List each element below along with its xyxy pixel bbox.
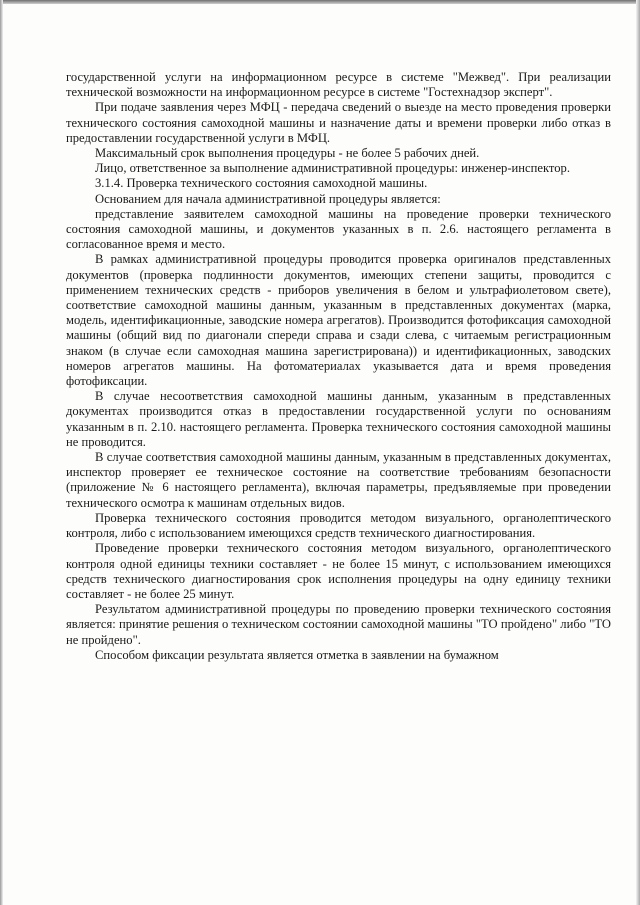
scan-edge-right — [636, 0, 640, 905]
section-heading-3-1-4: 3.1.4. Проверка технического состояния самоходной машины. — [95, 176, 428, 191]
paragraph-6: Основанием для начала административной процедуры является: — [95, 191, 441, 206]
paragraph-1: государственной услуги на информационном ресурсе в системе "Межвед". При реализации технической возможности на информационном ресурсе в системе "Гостехнадзор эксперт". — [66, 70, 611, 100]
paragraph-8: В рамках административной процедуры проводится проверка оригиналов представленных документов (проверка подлинности документов, имеющих степени защиты, проводится с применением технических средств - приборов увеличения в белом и ультрафиолетовом свете), соответствие самоходной машины данным, указанным в представленных документах (марка, модель, идентификационные, заводские номера агрегатов). Производится фотофиксация самоходной машины (общий вид по диагонали спереди справа и сзади слева, с читаемым регистрационным знаком (в случае если самоходная машина зарегистрирована)) и идентификационных, заводских номеров агрегатов машины. На фотоматериалах указывается дата и время проведения фотофиксации. — [66, 252, 611, 389]
paragraph-14: Способом фиксации результата является отметка в заявлении на бумажном — [95, 647, 499, 662]
document-body — [66, 70, 611, 663]
paragraph-2: При подаче заявления через МФЦ - передача сведений о выезде на место проведения проверки технического состояния самоходной машины и назначение даты и времени проверки либо отказ в предоставлении государственной услуги в МФЦ. — [66, 100, 611, 145]
paragraph-9: В случае несоответствия самоходной машины данным, указанным в представленных документах производится отказ в предоставлении государственной услуги по основаниям указанным в п. 2.10. настоящего регламента. Проверка технического состояния самоходной машины не проводится. — [66, 389, 611, 449]
scan-edge-left — [0, 0, 3, 905]
paragraph-10: В случае соответствия самоходной машины данным, указанным в представленных документах, инспектор проверяет ее техническое состояние на соответствие требованиям безопасности (приложение № 6 настоящего регламента), включая параметры, предъявляемые при проведении технического осмотра к машинам отдельных видов. — [66, 450, 611, 510]
paragraph-11: Проверка технического состояния проводится методом визуального, органолептического контроля, либо с использованием имеющихся средств технического диагностирования. — [66, 510, 611, 541]
paragraph-13: Результатом административной процедуры по проведению проверки технического состояния является: принятие решения о техническом состоянии самоходной машины "ТО пройдено" либо "ТО не пройдено". — [66, 602, 611, 647]
scan-edge-top — [0, 0, 640, 4]
paragraph-3: Максимальный срок выполнения процедуры - не более 5 рабочих дней. — [95, 146, 480, 161]
paragraph-7: представление заявителем самоходной машины на проведение проверки технического состояния самоходной машины, и документов указанных в п. 2.6. настоящего регламента в согласованное время и место. — [66, 206, 611, 252]
paragraph-4: Лицо, ответственное за выполнение административной процедуры: инженер-инспектор. — [95, 161, 570, 176]
paragraph-12: Проведение проверки технического состояния методом визуального, органолептического контроля одной единицы техники составляет - не более 15 минут, с использованием имеющихся средств технического диагностирования срок исполнения процедуры на одну единицу техники составляет - не более 25 минут. — [66, 541, 611, 601]
